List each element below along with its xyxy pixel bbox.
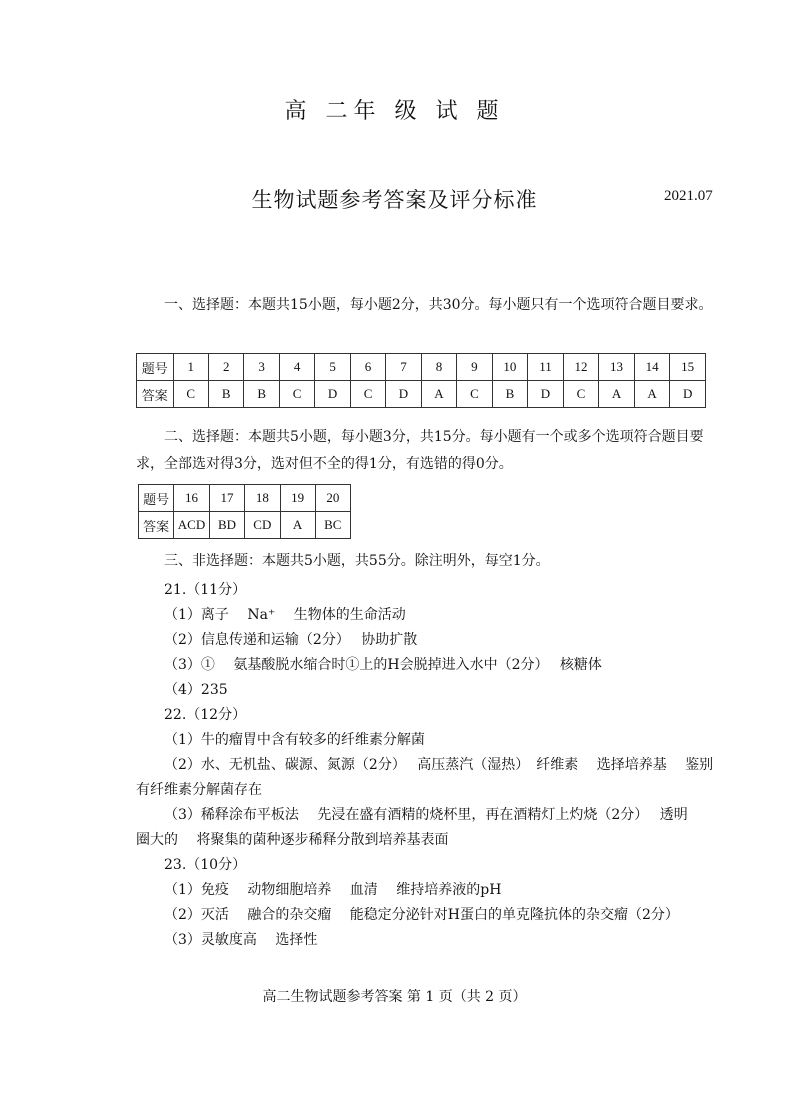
question-number: 7 xyxy=(386,354,421,381)
question-number: 9 xyxy=(457,354,492,381)
answer-line: （1）牛的瘤胃中含有较多的纤维素分解菌 xyxy=(164,732,425,748)
answer-cell: A xyxy=(280,512,315,539)
answer-line: （2）信息传递和运输（2分） 协助扩散 xyxy=(164,632,418,648)
answer-cell: B xyxy=(244,381,279,408)
answer-cell: BC xyxy=(315,512,350,539)
section2-heading: 二、选择题：本题共5小题，每小题3分，共15分。每小题有一个或多个选项符合题目要求，全部选对得3分，选对但不全的得1分，有选错的得0分。 xyxy=(136,429,704,472)
question-number: 16 xyxy=(174,485,210,512)
answer-cell: C xyxy=(279,381,314,408)
question-number: 11 xyxy=(528,354,564,381)
answer-cell: C xyxy=(457,381,492,408)
question-header: 21.（11分） xyxy=(164,582,247,598)
question-header: 22.（12分） xyxy=(164,707,247,723)
row-label: 题号 xyxy=(137,354,174,381)
answer-cell: C xyxy=(350,381,385,408)
answer-cell: A xyxy=(599,381,635,408)
answer-cell: D xyxy=(528,381,564,408)
row-label: 答案 xyxy=(139,512,174,539)
question-number: 19 xyxy=(280,485,315,512)
answer-line-continued: 圈大的 将聚集的菌种逐步稀释分散到培养基表面 xyxy=(136,832,449,848)
answer-line: （2）灭活 融合的杂交瘤 能稳定分泌针对H蛋白的单克隆抗体的杂交瘤（2分） xyxy=(164,907,679,923)
answer-cell: ACD xyxy=(174,512,210,539)
answer-line: （3）灵敏度高 选择性 xyxy=(164,932,318,948)
answer-cell: A xyxy=(421,381,456,408)
page-footer: 高二生物试题参考答案 第 1 页（共 2 页） xyxy=(262,989,527,1005)
question-number: 3 xyxy=(244,354,279,381)
question-number: 8 xyxy=(421,354,456,381)
question-number: 18 xyxy=(245,485,280,512)
section1-answer-table xyxy=(136,353,706,408)
answer-cell: A xyxy=(634,381,670,408)
answer-cell: D xyxy=(670,381,706,408)
answer-line: （2）水、无机盐、碳源、氮源（2分） 高压蒸汽（湿热） 纤维素 选择培养基 鉴别 xyxy=(164,757,714,773)
table-row-numbers xyxy=(137,354,706,381)
answer-line: （4）235 xyxy=(164,682,228,698)
question-header: 23.（10分） xyxy=(164,857,247,873)
question-number: 2 xyxy=(208,354,243,381)
question-number: 17 xyxy=(209,485,244,512)
answer-cell: B xyxy=(208,381,243,408)
table-row-numbers xyxy=(139,485,351,512)
answer-cell: C xyxy=(563,381,599,408)
row-label: 题号 xyxy=(139,485,174,512)
exam-grade-heading: 高 二年 级 试 题 xyxy=(284,99,505,124)
answer-line: （3）稀释涂布平板法 先浸在盛有酒精的烧杯里，再在酒精灯上灼烧（2分） 透明 xyxy=(164,807,688,823)
section3-heading: 三、非选择题：本题共5小题，共55分。除注明外，每空1分。 xyxy=(164,553,550,569)
answer-cell: D xyxy=(386,381,421,408)
section2-answer-table xyxy=(138,484,351,539)
section1-heading: 一、选择题：本题共15小题，每小题2分，共30分。每小题只有一个选项符合题目要求。 xyxy=(164,297,713,313)
answer-cell: CD xyxy=(245,512,280,539)
answer-line: （3）① 氨基酸脱水缩合时①上的H会脱掉进入水中（2分） 核糖体 xyxy=(164,657,602,673)
question-number: 6 xyxy=(350,354,385,381)
answer-cell: C xyxy=(173,381,208,408)
question-number: 4 xyxy=(279,354,314,381)
answer-line: （1）离子 Na⁺ 生物体的生命活动 xyxy=(164,607,406,623)
question-number: 15 xyxy=(670,354,706,381)
answer-cell: D xyxy=(315,381,350,408)
answer-cell: B xyxy=(492,381,528,408)
answer-cell: BD xyxy=(209,512,244,539)
answer-line-continued: 有纤维素分解菌存在 xyxy=(136,782,262,798)
row-label: 答案 xyxy=(137,381,174,408)
question-number: 13 xyxy=(599,354,635,381)
question-number: 10 xyxy=(492,354,528,381)
question-number: 20 xyxy=(315,485,350,512)
answer-line: （1）免疫 动物细胞培养 血清 维持培养液的pH xyxy=(164,882,502,898)
question-number: 5 xyxy=(315,354,350,381)
question-number: 12 xyxy=(563,354,599,381)
exam-date: 2021.07 xyxy=(664,188,713,204)
question-number: 1 xyxy=(173,354,208,381)
question-number: 14 xyxy=(634,354,670,381)
page-title: 生物试题参考答案及评分标准 xyxy=(251,188,538,212)
table-row-answers xyxy=(137,381,706,408)
table-row-answers xyxy=(139,512,351,539)
